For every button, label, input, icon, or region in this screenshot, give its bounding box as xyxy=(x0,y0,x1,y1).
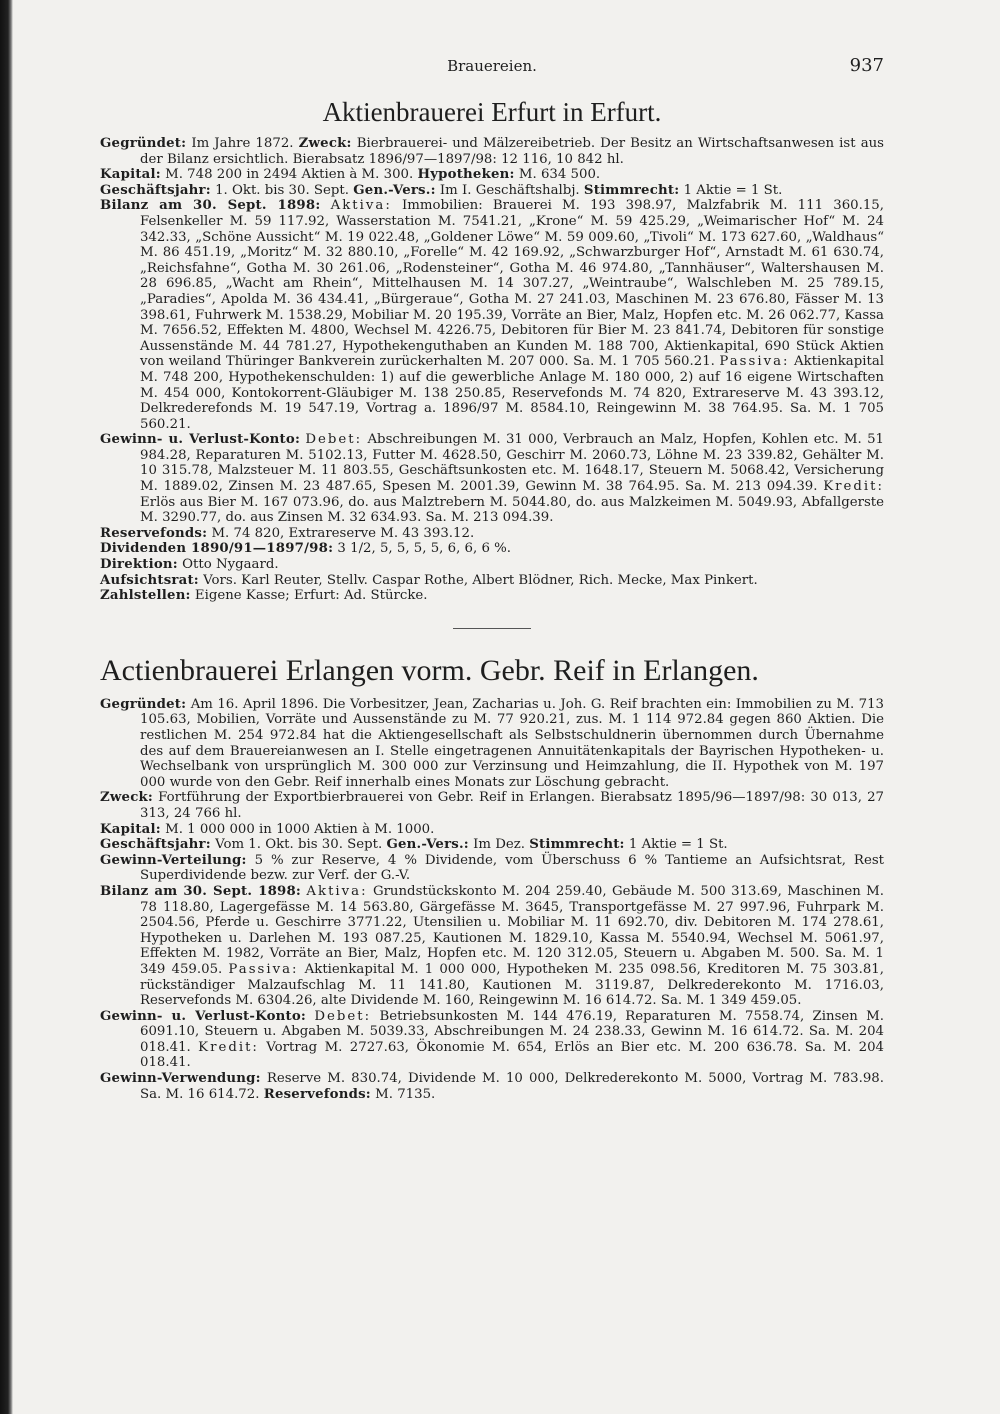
debet-label: Debet: xyxy=(314,1008,372,1024)
entry-text: 5 % zur Reserve, 4 % Dividende, vom Überschuss 6 % Tantieme an Aufsichtsrat, Rest Superdividende bezw. zur Verf. der G.-V. xyxy=(140,852,884,884)
entry-text: M. 748 200 in 2494 Aktien à M. 300. xyxy=(165,167,414,183)
kapital-entry xyxy=(100,822,884,838)
entry-label: Dividenden 1890/91—1897/98: xyxy=(100,541,334,557)
passiva-text: Aktienkapital M. 748 200, Hypothekenschulden: 1) auf die gewerbliche Anlage M. 180 000, 2) auf 16 eigene Wirtschaften M. 454 000, Kontokorrent-Gläubiger M. 138 250.85, Reservefonds M. 74 820, Extrareserve M. 43 393.12, Delkrederefonds M. 19 547.19, Vortrag a. 1896/97 M. 8584.10, Reingewinn M. 38 764.95. Sa. M. 1 705 560.21. xyxy=(140,354,884,432)
entry-label: Bilanz am 30. Sept. 1898: xyxy=(100,198,321,214)
zahlstellen-entry xyxy=(100,588,884,604)
entry-label: Gewinn- u. Verlust-Konto: xyxy=(100,432,301,448)
debet-text: Betriebsunkosten M. 144 476.19, Reparaturen M. 7558.74, Zinsen M. 6091.10, Steuern u. Abgaben M. 5039.33, Abschreibungen M. 24 238.33, Gewinn M. 16 614.72. Sa. M. 204 018.41. xyxy=(140,1008,885,1055)
company-title: Actienbrauerei Erlangen vorm. Gebr. Reif in Erlangen. xyxy=(100,653,759,687)
entry-text: 1 Aktie = 1 St. xyxy=(628,837,728,853)
gewinn-verlust-entry xyxy=(100,432,884,526)
kredit-text: Vortrag M. 2727.63, Ökonomie M. 654, Erlös an Bier etc. M. 200 636.78. Sa. M. 204 018.41. xyxy=(140,1039,884,1071)
entry-text: Otto Nygaard. xyxy=(182,557,279,573)
reservefonds-entry xyxy=(100,526,884,542)
entry-label: Aufsichtsrat: xyxy=(100,572,199,588)
gewinn-verteilung-entry xyxy=(100,853,884,884)
company-title: Aktienbrauerei Erfurt in Erfurt. xyxy=(322,97,662,127)
document-page xyxy=(100,55,885,1102)
entry-label: Bilanz am 30. Sept. 1898: xyxy=(100,883,302,899)
entry-text: M. 634 500. xyxy=(518,167,601,183)
aktiva-text: Grundstückskonto M. 204 259.40, Gebäude M. 500 313.69, Maschinen M. 78 118.80, Lagergefässe M. 14 563.80, Gärgefässe M. 3645, Transportgefässe M. 27 997.96, Fuhrpark M. 2504.56, Pferde u. Geschirre 3771.22, Utensilien u. Mobiliar M. 11 692.70, div. Debitoren M. 174 278.61, Hypotheken u. Darlehen M. 193 087.25, Kautionen M. 1829.10, Kassa M. 5540.94, Wechsel M. 5061.97, Effekten M. 1982, Vorräte an Bier, Malz, Hopfen etc. M. 120 312.05, Steuern u. Abgaben M. 500. Sa. M. 1 349 459.05. xyxy=(140,883,885,977)
aktiva-label: Aktiva: xyxy=(330,198,392,214)
bilanz-entry xyxy=(100,884,884,1009)
entry-text: M. 7135. xyxy=(375,1086,436,1102)
entry-label: Direktion: xyxy=(100,557,178,573)
entry-text: Im I. Geschäftshalbj. xyxy=(439,182,580,198)
gegruendet-entry xyxy=(100,697,884,791)
company-entry-erfurt xyxy=(100,96,884,604)
section-divider xyxy=(453,628,531,629)
entry-label: Gewinn-Verwendung: xyxy=(100,1071,261,1087)
entry-text: 1. Okt. bis 30. Sept. xyxy=(215,182,349,198)
entry-label: Hypotheken: xyxy=(417,167,515,183)
entry-text: M. 74 820, Extrareserve M. 43 393.12. xyxy=(211,525,475,541)
entry-text: 3 1/2, 5, 5, 5, 5, 6, 6, 6 %. xyxy=(337,541,511,557)
entry-text: Bierbrauerei- und Mälzereibetrieb. Der Besitz an Wirtschaftsanwesen ist aus der Bilanz ersichtlich. Bierabsatz 1896/97—1897/98: 12 116, 10 842 hl. xyxy=(140,136,885,167)
aktiva-text: Immobilien: Brauerei M. 193 398.97, Malzfabrik M. 111 360.15, Felsenkeller M. 59 117.92, Wasserstation M. 7541.21, „Krone“ M. 59 425.29, „Weimarischer Hof“ M. 24 342.33, „Schöne Aussicht“ M. 19 022.48, „Goldener Löwe“ M. 59 009.60, „Tivoli“ M. 173 627.60, „Waldhaus“ M. 86 451.19, „Moritz“ M. 32 880.10, „Forelle“ M. 42 169.92, „Schwarzburger Hof“, Arnstadt M. 61 630.74, „Reichsfahne“, Gotha M. 30 261.06, „Rodensteiner“, Gotha M. 46 974.80, „Tannhäuser“, Waltershausen M. 28 696.85, „Wacht am Rhein“, Mittelhausen M. 14 307.27, „Weintraube“, Walschleben M. 25 789.15, „Paradies“, Apolda M. 36 434.41, „Bürgeraue“, Gotha M. 27 241.03, Maschinen M. 23 676.80, Fässer M. 13 398.61, Fuhrwerk M. 1538.29, Mobiliar M. 20 195.39, Vorräte an Bier, Malz, Hopfen etc. M. 26 062.77, Kassa M. 7656.52, Effekten M. 4800, Wechsel M. 4226.75, Debitoren für Bier M. 23 841.74, Debitoren für sonstige Aussenstände M. 44 781.27, Hypothekenguthaben an Kunden M. 188 700, Aktienkapital, 690 Stück Aktien von weiland Thüringer Bankverein zurückerhalten M. 207 000. Sa. M. 1 705 560.21. xyxy=(140,198,884,370)
debet-text: Abschreibungen M. 31 000, Verbrauch an Malz, Hopfen, Kohlen etc. M. 51 984.28, Reparaturen M. 5102.13, Futter M. 4628.50, Geschirr M. 2060.73, Löhne M. 23 339.82, Gehälter M. 10 315.78, Malzsteuer M. 11 803.55, Geschäftsunkosten etc. M. 1648.17, Steuern M. 5068.42, Versicherung M. 1889.02, Zinsen M. 23 487.65, Spesen M. 2001.39, Gewinn M. 38 764.95. Sa. M. 213 094.39. xyxy=(140,432,885,495)
entry-label: Gewinn-Verteilung: xyxy=(100,852,247,868)
kredit-text: Erlös aus Bier M. 167 073.96, do. aus Malztrebern M. 5044.80, do. aus Malzkeimen M. 5049.93, Abfallgerste M. 3290.77, do. aus Zinsen M. 32 634.93. Sa. M. 213 094.39. xyxy=(140,494,884,526)
entry-label: Geschäftsjahr: xyxy=(100,182,211,198)
entry-text: Vom 1. Okt. bis 30. Sept. xyxy=(215,837,383,853)
entry-label: Zweck: xyxy=(100,790,154,806)
debet-label: Debet: xyxy=(305,432,363,448)
entry-text: Am 16. April 1896. Die Vorbesitzer, Jean, Zacharias u. Joh. G. Reif brachten ein: Immobilien zu M. 713 105.63, Mobilien, Vorräte und Aussenstände zu M. 77 920.21, zus. M. 1 114 972.84 gegen 860 Aktien. Die restlichen M. 254 972.84 hat die Aktiengesellschaft als Selbstschuldnerin übernommen durch Übernahme des auf dem Brauereianwesen an I. Stelle eingetragenen Annuitätenkapitals der Bayrischen Hypotheken- u. Wechselbank von ursprünglich M. 300 000 zur Verzinsung und Heimzahlung, die II. Hypothek von M. 197 000 wurde von den Gebr. Reif innerhalb eines Monats zur Löschung gebracht. xyxy=(140,696,884,790)
entry-label: Reservefonds: xyxy=(263,1086,371,1102)
entry-label: Gegründet: xyxy=(100,136,187,151)
page-number: 937 xyxy=(849,55,884,76)
company-entry-erlangen xyxy=(100,653,884,1102)
geschaeftsjahr-entry xyxy=(100,183,884,199)
gegruendet-entry xyxy=(100,136,884,167)
entry-label: Kapital: xyxy=(100,167,161,183)
gewinn-verwendung-entry xyxy=(100,1071,884,1102)
direktion-entry xyxy=(100,557,884,573)
entry-label: Gen.-Vers.: xyxy=(386,837,469,853)
entry-label: Gen.-Vers.: xyxy=(353,182,436,198)
kapital-entry xyxy=(100,167,884,183)
scan-edge xyxy=(0,0,13,1414)
entry-label: Kapital: xyxy=(100,821,161,837)
kredit-label: Kredit: xyxy=(198,1039,259,1055)
aktiva-label: Aktiva: xyxy=(306,883,368,899)
geschaeftsjahr-entry xyxy=(100,837,884,853)
entry-text: Im Jahre 1872. xyxy=(191,136,294,151)
entry-label: Gegründet: xyxy=(100,696,187,712)
dividenden-entry xyxy=(100,541,884,557)
entry-text: Vors. Karl Reuter, Stellv. Caspar Rothe, Albert Blödner, Rich. Mecke, Max Pinkert. xyxy=(203,572,758,588)
page-header xyxy=(100,55,884,84)
running-title: Brauereien. xyxy=(447,57,537,75)
zweck-entry xyxy=(100,790,884,821)
entry-label: Stimmrecht: xyxy=(583,182,680,198)
bilanz-entry xyxy=(100,198,884,432)
passiva-label: Passiva: xyxy=(228,961,299,977)
aufsichtsrat-entry xyxy=(100,573,884,589)
entry-text: M. 1 000 000 in 1000 Aktien à M. 1000. xyxy=(165,821,435,837)
entry-label: Zweck: xyxy=(298,136,352,151)
kredit-label: Kredit: xyxy=(823,479,884,495)
entry-label: Stimmrecht: xyxy=(529,837,625,853)
gewinn-verlust-entry xyxy=(100,1009,884,1071)
entry-label: Gewinn- u. Verlust-Konto: xyxy=(100,1008,307,1024)
entry-text: Im Dez. xyxy=(473,837,525,853)
entry-text: Fortführung der Exportbierbrauerei von Gebr. Reif in Erlangen. Bierabsatz 1895/96—1897/98: 30 013, 27 313, 24 766 hl. xyxy=(140,790,884,821)
entry-text: Eigene Kasse; Erfurt: Ad. Stürcke. xyxy=(194,588,428,604)
entry-label: Geschäftsjahr: xyxy=(100,837,211,853)
entry-text: Reserve M. 830.74, Dividende M. 10 000, Delkrederekonto M. 5000, Vortrag M. 783.98. Sa. M. 16 614.72. xyxy=(140,1071,884,1102)
entry-label: Zahlstellen: xyxy=(100,588,191,604)
passiva-text: Aktienkapital M. 1 000 000, Hypotheken M. 235 098.56, Kreditoren M. 75 303.81, rückständiger Malzaufschlag M. 11 141.80, Kautionen M. 3119.87, Delkrederekonto M. 1716.03, Reservefonds M. 6304.26, alte Dividende M. 160, Reingewinn M. 16 614.72. Sa. M. 1 349 459.05. xyxy=(140,961,884,1009)
entry-text: 1 Aktie = 1 St. xyxy=(683,182,783,198)
passiva-label: Passiva: xyxy=(719,354,790,370)
entry-label: Reservefonds: xyxy=(100,525,208,541)
